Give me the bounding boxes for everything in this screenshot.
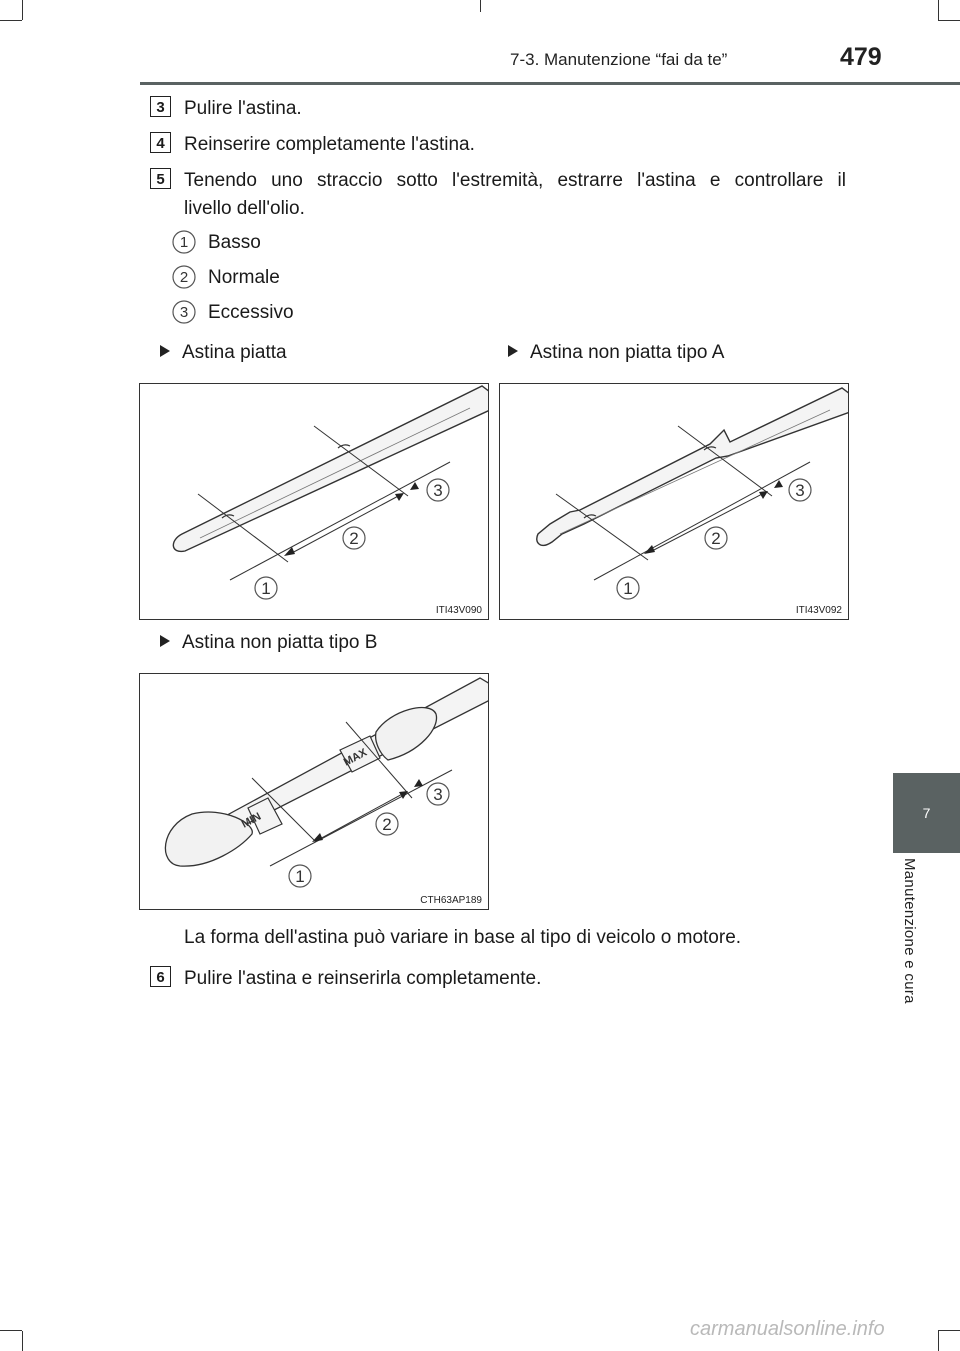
level-label: Eccessivo — [208, 302, 294, 323]
chapter-tab — [893, 773, 960, 853]
triangle-bullet-icon — [160, 635, 170, 647]
step-number-box: 5 — [150, 168, 171, 189]
level-label: Basso — [208, 232, 261, 253]
header-rule — [140, 82, 960, 85]
svg-text:2: 2 — [179, 269, 189, 286]
crop-mark — [938, 1330, 960, 1331]
svg-text:2: 2 — [382, 815, 392, 834]
max-marking: MAX — [341, 746, 369, 769]
figure-code: ITI43V090 — [435, 605, 482, 616]
level-label: Normale — [208, 267, 280, 288]
triangle-bullet-icon — [508, 345, 518, 357]
dipstick-note: La forma dell'astina può variare in base al tipo di veicolo o motore. — [184, 927, 742, 948]
svg-text:1: 1 — [179, 234, 189, 251]
figure-type-a-dipstick — [499, 383, 849, 620]
callout-2-icon — [376, 813, 398, 835]
crop-mark — [0, 20, 22, 21]
svg-text:1: 1 — [623, 579, 633, 598]
callout-1-icon — [617, 577, 639, 599]
triangle-bullet-icon — [160, 345, 170, 357]
svg-text:3: 3 — [795, 481, 805, 500]
watermark: carmanualsonline.info — [690, 1318, 885, 1340]
step-5-text-line-1: Tenendo uno straccio sotto l'estremità, estrarre l'astina e controllare il — [184, 170, 846, 191]
crop-mark — [22, 0, 23, 20]
crop-mark — [480, 0, 481, 12]
callout-3-icon — [427, 479, 449, 501]
callout-number-icon — [172, 300, 196, 324]
dipstick-illustration — [140, 674, 489, 910]
crop-mark — [0, 1330, 22, 1331]
crop-mark — [938, 1331, 939, 1351]
figure-code: ITI43V092 — [795, 605, 842, 616]
figure-type-b-dipstick — [139, 673, 489, 910]
svg-text:3: 3 — [179, 304, 189, 321]
crop-mark — [22, 1331, 23, 1351]
callout-2-icon — [705, 527, 727, 549]
figure-code: CTH63AP189 — [420, 895, 482, 906]
dipstick-illustration — [140, 384, 489, 620]
callout-2-icon — [343, 527, 365, 549]
svg-text:1: 1 — [261, 579, 271, 598]
callout-3-icon — [789, 479, 811, 501]
step-text: Pulire l'astina e reinserirla completamente. — [184, 968, 542, 989]
crop-mark — [938, 20, 960, 21]
chapter-number: 7 — [922, 805, 931, 821]
step-number-box: 3 — [150, 96, 171, 117]
step-text: Pulire l'astina. — [184, 98, 302, 119]
figure-heading-flat: Astina piatta — [160, 342, 287, 364]
svg-text:2: 2 — [711, 529, 721, 548]
callout-1-icon — [289, 865, 311, 887]
section-title: 7-3. Manutenzione “fai da te” — [510, 50, 728, 69]
callout-3-icon — [427, 783, 449, 805]
step-number-box: 4 — [150, 132, 171, 153]
callout-number-icon — [172, 265, 196, 289]
crop-mark — [938, 0, 939, 20]
min-marking: MIN — [239, 810, 264, 831]
figure-flat-dipstick — [139, 383, 489, 620]
dipstick-illustration — [500, 384, 849, 620]
svg-text:1: 1 — [295, 867, 305, 886]
step-5-text-line-2: livello dell'olio. — [184, 198, 305, 219]
chapter-title: Manutenzione e cura — [901, 858, 918, 1004]
svg-text:3: 3 — [433, 481, 443, 500]
callout-1-icon — [255, 577, 277, 599]
figure-heading-type-b: Astina non piatta tipo B — [160, 632, 377, 654]
svg-text:2: 2 — [349, 529, 359, 548]
page-number: 479 — [840, 43, 882, 71]
callout-number-icon — [172, 230, 196, 254]
step-number-box: 6 — [150, 966, 171, 987]
step-text: Reinserire completamente l'astina. — [184, 134, 475, 155]
svg-text:3: 3 — [433, 785, 443, 804]
figure-heading-type-a: Astina non piatta tipo A — [508, 342, 724, 364]
